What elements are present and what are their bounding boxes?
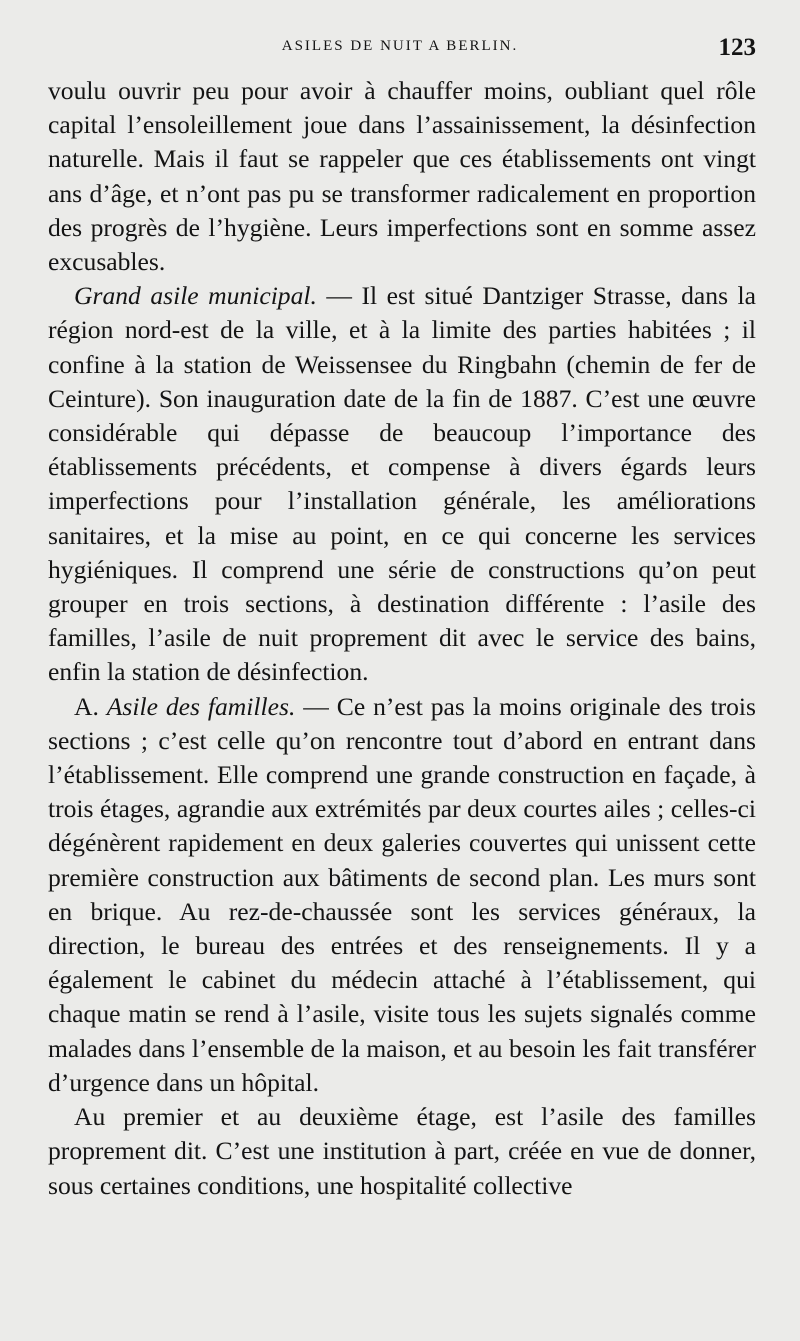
paragraph: [48, 1100, 756, 1203]
running-head: [40, 34, 760, 66]
paragraph-text: — Ce n’est pas la moins originale des trois sections ; c’est celle qu’on rencontre tout d’abord en entrant dans l’établissement. Elle comprend une grande construction en façade, à trois étages, agrandie aux extrémités par deux courtes ailes ; celles-ci dégénèrent rapidement en deux galeries couvertes qui unissent cette première construction aux bâtiments de second plan. Les murs sont en brique. Au rez-de-chaussée sont les services généraux, la direction, le bureau des entrées et des renseignements. Il y a également le cabinet du médecin attaché à l’établissement, qui chaque matin se rend à l’asile, visite tous les sujets signalés comme malades dans l’ensemble de la maison, et au besoin les fait transférer d’urgence dans un hôpital.: [48, 691, 757, 1097]
paragraph-text: voulu ouvrir peu pour avoir à chauffer moins, oubliant quel rôle capital l’ensoleillement joue dans l’assainissement, la désinfection naturelle. Mais il faut se rappeler que ces établissements ont vingt ans d’âge, et n’ont pas pu se transformer radicalement en proportion des progrès de l’hygiène. Leurs imperfections sont en somme assez excusables.: [48, 76, 756, 277]
section-heading: Asile des familles.: [106, 691, 296, 721]
page-number: 123: [718, 34, 756, 61]
paragraph-text: — Il est situé Dantziger Strasse, dans la région nord-est de la ville, et à la limite des parties habitées ; il confine à la station de Weissensee du Ringbahn (chemin de fer de Ceinture). Son inauguration date de la fin de 1887. C’est une œuvre considérable qui dépasse de beaucoup l’importance des établissements précédents, et compense à divers égards leurs imperfections pour l’installation générale, les améliorations sanitaires, et la mise au point, en ce qui concerne les services hygiéniques. Il comprend une série de constructions qu’on peut grouper en trois sections, à destination différente : l’asile des familles, l’asile de nuit proprement dit avec le service des bains, enfin la station de désinfection.: [48, 281, 757, 687]
paragraph: [48, 279, 756, 689]
paragraph: [48, 690, 756, 1100]
section-prefix: A.: [74, 691, 107, 721]
running-title: ASILES DE NUIT A BERLIN.: [281, 38, 519, 54]
paragraph: [48, 74, 756, 279]
body-text: [48, 74, 756, 1203]
paragraph-text: Au premier et au deuxième étage, est l’asile des familles proprement dit. C’est une institution à part, créée en vue de donner, sous certaines conditions, une hospitalité collective: [48, 1102, 756, 1200]
section-heading: Grand asile municipal.: [74, 281, 317, 311]
